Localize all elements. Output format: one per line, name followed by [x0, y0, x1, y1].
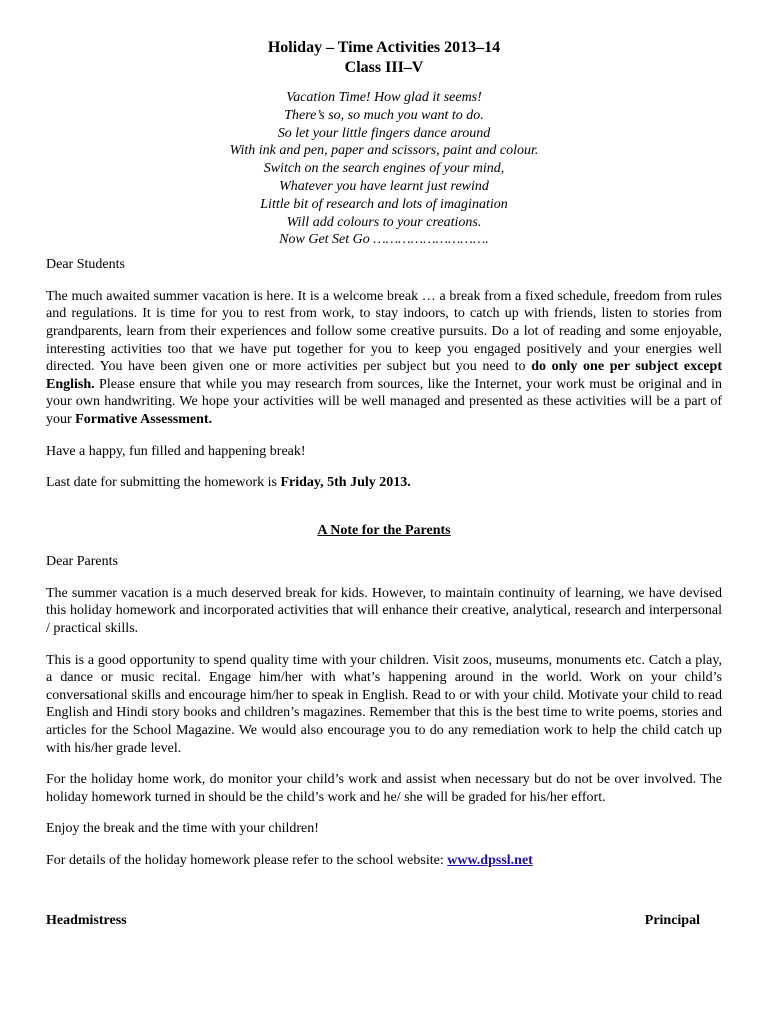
headmistress-signature: Headmistress: [46, 912, 127, 928]
document-title: Holiday – Time Activities 2013–14: [267, 39, 501, 56]
poem-line: Now Get Set Go ……………………….: [279, 232, 489, 248]
document-subtitle: Class III–V: [344, 59, 424, 76]
website-line-text: For details of the holiday homework please refer to the school website:: [46, 853, 448, 869]
website-line: [46, 852, 722, 870]
last-date-value: Friday, 5th July 2013.: [280, 475, 411, 491]
parents-heading: A Note for the Parents: [317, 522, 451, 538]
last-date-text: Last date for submitting the homework is: [46, 475, 281, 491]
students-paragraph-emphasis-2: Formative Assessment.: [75, 411, 213, 427]
poem: [46, 89, 722, 249]
students-salutation: Dear Students: [46, 257, 125, 273]
poem-line: Whatever you have learnt just rewind: [279, 178, 489, 194]
parents-paragraph-2: This is a good opportunity to spend quality time with your children. Visit zoos, museums, monuments etc. Catch a play, a dance or music recital. Engage him/her with what’s happening around in the world. Work on your child’s conversational skills and encourage him/her to speak in English. Read to or with your child. Motivate your child to read English and Hindi story books and children’s magazines. Remember that this is the best time to write poems, stories and articles for the School Magazine. We would also encourage you to do any remediation work to help the child catch up with his/her grade level.: [46, 652, 722, 756]
students-paragraph-text-b: Please ensure that while you may research from sources, like the Internet, your work must be original and in your own handwriting. We hope your activities will be well managed and presented as these activities will be a part of your: [46, 376, 722, 427]
poem-line: So let your little fingers dance around: [277, 125, 491, 141]
last-date: [46, 474, 722, 492]
parents-salutation: Dear Parents: [46, 554, 118, 570]
poem-line: Will add colours to your creations.: [286, 214, 482, 230]
students-paragraph-emphasis-1: do only one per subject except English.: [46, 359, 722, 392]
parents-enjoy: Enjoy the break and the time with your children!: [46, 821, 319, 837]
poem-line: Switch on the search engines of your mind,: [263, 161, 505, 177]
parents-paragraph-1: The summer vacation is a much deserved break for kids. However, to maintain continuity of learning, we have devised this holiday homework and incorporated activities that will enhance their creative, analytical, research and interpersonal / practical skills.: [46, 585, 722, 637]
poem-line: Vacation Time! How glad it seems!: [286, 90, 482, 105]
students-paragraph: [46, 288, 722, 429]
parents-paragraph-3: For the holiday home work, do monitor your child’s work and assist when necessary but do not be over involved. The holiday homework turned in should be the child’s work and he/ she will be graded for his/her effort.: [46, 772, 722, 805]
signatures: [46, 912, 722, 930]
school-website-link[interactable]: www.dpssl.net: [447, 853, 533, 869]
principal-signature: Principal: [644, 912, 700, 928]
poem-line: Little bit of research and lots of imagination: [260, 196, 508, 212]
students-paragraph-text-a: The much awaited summer vacation is here. It is a welcome break … a break from a fixed schedule, freedom from rules and regulations. It is time for you to rest from work, to stay indoors, to catch up with friends, listen to stories from grandparents, learn from their experiences and follow some creative pursuits. Do a lot of reading and some enjoyable, interesting activities too that we have put together for you to keep you engaged positively and your energies well directed. You have been given one or more activities per subject but you need to: [46, 288, 722, 375]
poem-line: There’s so, so much you want to do.: [284, 107, 484, 123]
poem-line: With ink and pen, paper and scissors, paint and colour.: [229, 143, 539, 159]
students-wish: Have a happy, fun filled and happening break!: [46, 443, 306, 459]
